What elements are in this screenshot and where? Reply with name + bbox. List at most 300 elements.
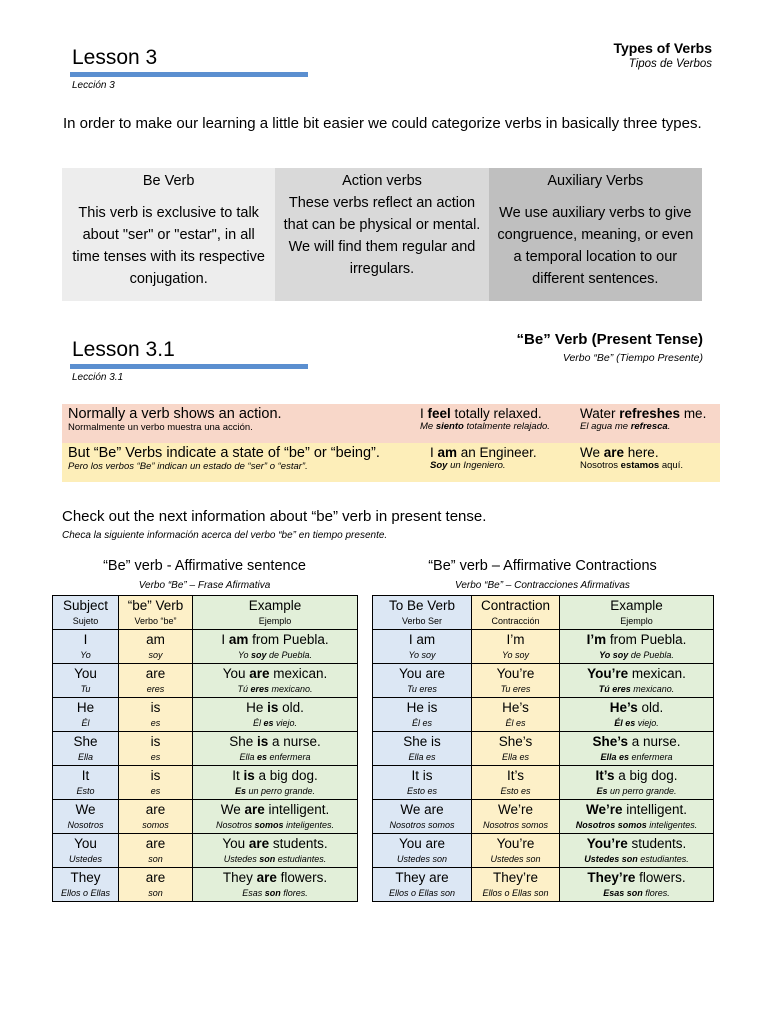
text: Yo soy: [408, 650, 436, 660]
text: de Puebla.: [266, 650, 313, 660]
verb-highlight: Es: [234, 786, 246, 796]
cell-text: [472, 632, 559, 648]
contraction-cell: [472, 732, 560, 766]
cell-text: [193, 886, 357, 900]
verb-highlight: Soy: [430, 460, 448, 471]
cell-text: [119, 870, 192, 886]
text: Verbo Ser: [401, 616, 443, 626]
text: Esas: [242, 888, 265, 898]
band-lead-text: Normally a verb shows an action.: [68, 406, 282, 422]
cell-text: [53, 598, 118, 614]
type-body: We use auxiliary verbs to give congruence, meaning, or even a temporal location to our different sentences.: [497, 205, 694, 287]
verb-highlight: es: [256, 752, 267, 762]
text: He’s: [502, 700, 529, 715]
text: Ella: [239, 752, 257, 762]
contraction-cell: [472, 630, 560, 664]
verb-highlight: Yo soy: [599, 650, 629, 660]
verb-highlight: are: [249, 666, 270, 681]
header-cell: [193, 596, 358, 630]
table-row: [373, 664, 714, 698]
text: mexicano.: [630, 684, 675, 694]
cell-text: [119, 598, 192, 614]
text: Él: [81, 718, 90, 728]
subject-cell: [53, 630, 119, 664]
band-lead-text: But “Be” Verbs indicate a state of “be” or “being”.: [68, 445, 380, 461]
text: here.: [624, 445, 659, 460]
cell-text: [53, 818, 118, 832]
header-cell: [53, 596, 119, 630]
text: son: [148, 888, 163, 898]
example-cell: [560, 800, 714, 834]
cell-text: [373, 784, 471, 798]
text: is: [150, 700, 161, 715]
verb-highlight: am: [437, 445, 458, 460]
verb-cell: [119, 766, 193, 800]
cell-text: [119, 784, 192, 798]
text: a nurse.: [628, 734, 681, 749]
verb-highlight: are: [244, 802, 265, 817]
cell-text: [119, 614, 192, 628]
text: Ejemplo: [258, 616, 292, 626]
cell-text: [472, 768, 559, 784]
cell-text: [193, 750, 357, 764]
cell-text: [373, 802, 471, 818]
band-example-2: [580, 406, 720, 443]
text: me.: [680, 406, 707, 421]
check-out-text: Check out the next information about “be” verb in present tense.: [62, 508, 487, 525]
cell-text: [373, 818, 471, 832]
band-example-1: [420, 445, 580, 482]
header-cell: [472, 596, 560, 630]
action-band: [62, 404, 720, 443]
verb-highlight: Ella es: [600, 752, 629, 762]
verb-highlight: Tú eres: [598, 684, 631, 694]
text: El agua me: [580, 421, 631, 432]
full-form-cell: [373, 800, 472, 834]
types-of-verbs-heading: [613, 40, 712, 70]
text: Ella es: [501, 752, 529, 762]
cell-text: [53, 836, 118, 852]
text: It is: [411, 768, 433, 783]
cell-text: [373, 598, 471, 614]
text: I’m: [506, 632, 525, 647]
text: an Engineer.: [457, 445, 537, 460]
text: Esto es: [500, 786, 531, 796]
text: mexicano.: [269, 684, 313, 694]
table-header-row: [373, 596, 714, 630]
table-row: [373, 800, 714, 834]
text: mexican.: [269, 666, 328, 681]
table-row: [53, 766, 358, 800]
lesson-3-subtitle: Lección 3: [72, 80, 115, 91]
text: inteligentes.: [283, 820, 335, 830]
verb-cell: [119, 834, 193, 868]
cell-text: [472, 886, 559, 900]
text: Example: [248, 598, 302, 613]
be-verb-heading: [517, 331, 703, 364]
cell-text: [53, 784, 118, 798]
text: are: [145, 666, 166, 681]
subject-cell: [53, 698, 119, 732]
verb-highlight: Nosotros somos: [575, 820, 647, 830]
cell-text: [53, 666, 118, 682]
verb-highlight: We’re: [585, 802, 623, 817]
subject-cell: [53, 732, 119, 766]
text: es: [150, 752, 161, 762]
table-row: [53, 800, 358, 834]
example-cell: [193, 800, 358, 834]
text: Tu: [80, 684, 91, 694]
cell-text: [53, 870, 118, 886]
check-out-subtext: Checa la siguiente información acerca del verbo “be” en tiempo presente.: [62, 530, 388, 541]
cell-text: [560, 886, 713, 900]
cell-text: [53, 716, 118, 730]
text: Él es: [505, 718, 526, 728]
verb-highlight: refresca: [630, 421, 668, 432]
cell-text: [472, 818, 559, 832]
cell-text: [53, 750, 118, 764]
lesson-31-title: Lesson 3.1: [72, 338, 175, 361]
cell-text: [373, 870, 471, 886]
verb-highlight: Es: [596, 786, 608, 796]
contraction-cell: [472, 766, 560, 800]
example-cell: [193, 834, 358, 868]
cell-text: [119, 836, 192, 852]
cell-text: [472, 682, 559, 696]
table-row: [373, 732, 714, 766]
cell-text: [193, 768, 357, 784]
text: Él: [252, 718, 264, 728]
text: Ustedes: [68, 854, 103, 864]
cell-text: [472, 716, 559, 730]
text: de Puebla.: [628, 650, 674, 660]
cell-text: [373, 632, 471, 648]
cell-text: [560, 632, 713, 648]
text: You: [222, 666, 250, 681]
text: “be” Verb: [127, 598, 184, 613]
cell-text: [472, 750, 559, 764]
cell-text: [472, 666, 559, 682]
verb-highlight: is: [243, 768, 255, 783]
cell-text: [193, 870, 357, 886]
full-form-cell: [373, 868, 472, 902]
type-be-verb: [62, 168, 275, 301]
subject-cell: [53, 664, 119, 698]
verb-highlight: You’re: [586, 836, 628, 851]
verb-highlight: Esas son: [603, 888, 643, 898]
text: They: [222, 870, 257, 885]
contraction-cell: [472, 698, 560, 732]
cell-text: [373, 614, 471, 628]
cell-text: [119, 716, 192, 730]
cell-text: [119, 802, 192, 818]
text: is: [150, 734, 161, 749]
cell-text: [560, 682, 713, 696]
text: Sujeto: [72, 616, 99, 626]
text: un Ingeniero.: [447, 460, 506, 471]
cell-text: [119, 734, 192, 750]
affirmative-subtitle: Verbo “Be” – Frase Afirmativa: [138, 580, 271, 591]
cell-text: [53, 734, 118, 750]
cell-text: [53, 614, 118, 628]
text: Nosotros somos: [482, 820, 549, 830]
subject-cell: [53, 868, 119, 902]
cell-text: [560, 802, 713, 818]
header-cell: [373, 596, 472, 630]
text: Ellos o Ellas: [60, 888, 111, 898]
text: Tu eres: [500, 684, 531, 694]
subject-cell: [53, 766, 119, 800]
verb-highlight: are: [603, 445, 625, 460]
table-row: [53, 732, 358, 766]
lesson-31-underline: [70, 364, 308, 369]
table-row: [373, 630, 714, 664]
cell-text: [193, 666, 357, 682]
text: estudiantes.: [637, 854, 689, 864]
contraction-cell: [472, 868, 560, 902]
table-row: [373, 868, 714, 902]
text: He: [246, 700, 268, 715]
verb-highlight: son: [264, 888, 281, 898]
text: totalmente relajado.: [463, 421, 550, 432]
cell-text: [472, 802, 559, 818]
contractions-title: “Be” verb – Affirmative Contractions: [428, 558, 657, 574]
text: Él es: [411, 718, 432, 728]
cell-text: [560, 870, 713, 886]
subject-cell: [53, 800, 119, 834]
cell-text: [119, 700, 192, 716]
text: from Puebla.: [248, 632, 329, 647]
cell-text: [560, 836, 713, 852]
text: Nosotros: [215, 820, 255, 830]
band-lead: [62, 406, 420, 443]
cell-text: [373, 852, 471, 866]
text: Yo: [237, 650, 251, 660]
text: Yo: [80, 650, 91, 660]
text: He: [76, 700, 95, 715]
cell-text: [53, 768, 118, 784]
table-row: [53, 630, 358, 664]
text: totally relaxed.: [450, 406, 542, 421]
text: un perro grande.: [245, 786, 316, 796]
be-verb-subtitle: Verbo “Be” (Tiempo Presente): [562, 352, 703, 364]
text: viejo.: [635, 718, 659, 728]
text: You are: [398, 836, 446, 851]
text: flowers.: [635, 870, 686, 885]
cell-text: [119, 750, 192, 764]
text: She’s: [498, 734, 533, 749]
band-example-2: [580, 445, 720, 482]
be-band: [62, 443, 720, 482]
cell-text: [560, 750, 713, 764]
lesson-3-underline: [70, 72, 308, 77]
cell-text: [560, 818, 713, 832]
header-cell: [119, 596, 193, 630]
verb-highlight: somos: [254, 820, 284, 830]
full-form-cell: [373, 732, 472, 766]
text: Nosotros: [67, 820, 104, 830]
text: intelligent.: [622, 802, 688, 817]
cell-text: [472, 870, 559, 886]
cell-text: [119, 768, 192, 784]
verb-highlight: is: [267, 700, 279, 715]
text: Water: [580, 406, 620, 421]
example-cell: [560, 664, 714, 698]
verb-highlight: She’s: [592, 734, 628, 749]
cell-text: [373, 716, 471, 730]
affirmative-title: “Be” verb - Affirmative sentence: [103, 558, 306, 574]
verb-highlight: Él es: [614, 718, 636, 728]
text: are: [145, 836, 166, 851]
be-verb-title: “Be” Verb (Present Tense): [516, 331, 703, 348]
cell-text: [373, 666, 471, 682]
text: To Be Verb: [388, 598, 456, 613]
text: Verbo “be”: [134, 616, 177, 626]
text: Ustedes: [223, 854, 260, 864]
type-body: This verb is exclusive to talk about "ser" or "estar", in all time tenses with its respective conjugation.: [72, 205, 265, 287]
cell-text: [193, 598, 357, 614]
cell-text: [193, 836, 357, 852]
cell-text: [560, 734, 713, 750]
verb-highlight: are: [248, 836, 270, 851]
text: flowers.: [276, 870, 328, 885]
cell-text: [193, 632, 357, 648]
verb-cell: [119, 800, 193, 834]
text: enfermera: [629, 752, 673, 762]
verb-highlight: eres: [250, 684, 269, 694]
example-cell: [560, 834, 714, 868]
cell-text: [119, 818, 192, 832]
example-cell: [560, 732, 714, 766]
text: We: [580, 445, 604, 460]
text: flores.: [642, 888, 670, 898]
text: They’re: [492, 870, 538, 885]
text: son: [148, 854, 163, 864]
contractions-table: [372, 595, 714, 902]
verb-types-table: [62, 168, 702, 301]
cell-text: [373, 886, 471, 900]
cell-text: [472, 784, 559, 798]
cell-text: [373, 768, 471, 784]
verb-highlight: refreshes: [619, 406, 681, 421]
cell-text: [560, 666, 713, 682]
text: They: [70, 870, 101, 885]
cell-text: [193, 716, 357, 730]
text: somos: [142, 820, 169, 830]
cell-text: [472, 700, 559, 716]
contraction-cell: [472, 834, 560, 868]
text: You: [74, 666, 97, 681]
text: Ella es: [408, 752, 436, 762]
text: Me: [420, 421, 436, 432]
text: .: [667, 421, 671, 432]
text: old.: [637, 700, 664, 715]
type-head: Auxiliary Verbs: [547, 173, 644, 189]
text: Contraction: [480, 598, 551, 613]
table-row: [373, 834, 714, 868]
verb-highlight: I’m: [586, 632, 607, 647]
table-row: [53, 664, 358, 698]
text: Yo soy: [501, 650, 530, 660]
cell-text: [560, 700, 713, 716]
example-cell: [193, 732, 358, 766]
band-lead-es: Pero los verbos “Be” indican un estado de “ser” o “estar”.: [68, 461, 308, 472]
verb-cell: [119, 664, 193, 698]
table-row: [53, 834, 358, 868]
text: from Puebla.: [606, 632, 687, 647]
text: Ustedes son: [490, 854, 541, 864]
example-cell: [193, 664, 358, 698]
cell-text: [193, 700, 357, 716]
cell-text: [193, 784, 357, 798]
cell-text: [472, 614, 559, 628]
text: soy: [148, 650, 163, 660]
text: We’re: [497, 802, 533, 817]
type-action-verbs: [275, 168, 488, 301]
cell-text: [560, 716, 713, 730]
full-form-cell: [373, 766, 472, 800]
text: She: [229, 734, 257, 749]
verb-highlight: Ustedes son: [584, 854, 638, 864]
cell-text: [472, 852, 559, 866]
verb-highlight: am: [228, 632, 249, 647]
type-body: These verbs reflect an action that can be physical or mental. We will find them regular and irregulars.: [283, 195, 481, 277]
text: students.: [627, 836, 687, 851]
affirmative-table: [52, 595, 358, 902]
cell-text: [193, 852, 357, 866]
text: aquí.: [659, 460, 683, 471]
example-cell: [193, 630, 358, 664]
cell-text: [53, 682, 118, 696]
verb-highlight: You’re: [587, 666, 629, 681]
lesson-31-subtitle: Lección 3.1: [72, 372, 124, 383]
verb-highlight: estamos: [620, 460, 660, 471]
text: I: [83, 632, 88, 647]
text: flores.: [280, 888, 308, 898]
verb-cell: [119, 732, 193, 766]
text: We: [75, 802, 96, 817]
text: You’re: [496, 836, 535, 851]
cell-text: [119, 632, 192, 648]
band-lead-es: Normalmente un verbo muestra una acción.: [68, 422, 253, 433]
verb-highlight: They’re: [587, 870, 636, 885]
cell-text: [472, 598, 559, 614]
text: a nurse.: [268, 734, 321, 749]
text: Ellos o Ellas son: [482, 888, 549, 898]
text: Tú: [237, 684, 251, 694]
text: old.: [278, 700, 304, 715]
text: I: [420, 406, 428, 421]
text: We: [220, 802, 245, 817]
type-head: Be Verb: [142, 173, 195, 189]
full-form-cell: [373, 834, 472, 868]
text: inteligentes.: [646, 820, 698, 830]
text: She is: [403, 734, 441, 749]
table-header-row: [53, 596, 358, 630]
text: It: [232, 768, 244, 783]
cell-text: [119, 682, 192, 696]
text: are: [145, 870, 166, 885]
example-cell: [193, 868, 358, 902]
cell-text: [472, 648, 559, 662]
cell-text: [119, 886, 192, 900]
text: Esto: [76, 786, 95, 796]
verb-highlight: are: [256, 870, 277, 885]
cell-text: [193, 818, 357, 832]
cell-text: [373, 836, 471, 852]
cell-text: [193, 682, 357, 696]
text: We are: [400, 802, 444, 817]
